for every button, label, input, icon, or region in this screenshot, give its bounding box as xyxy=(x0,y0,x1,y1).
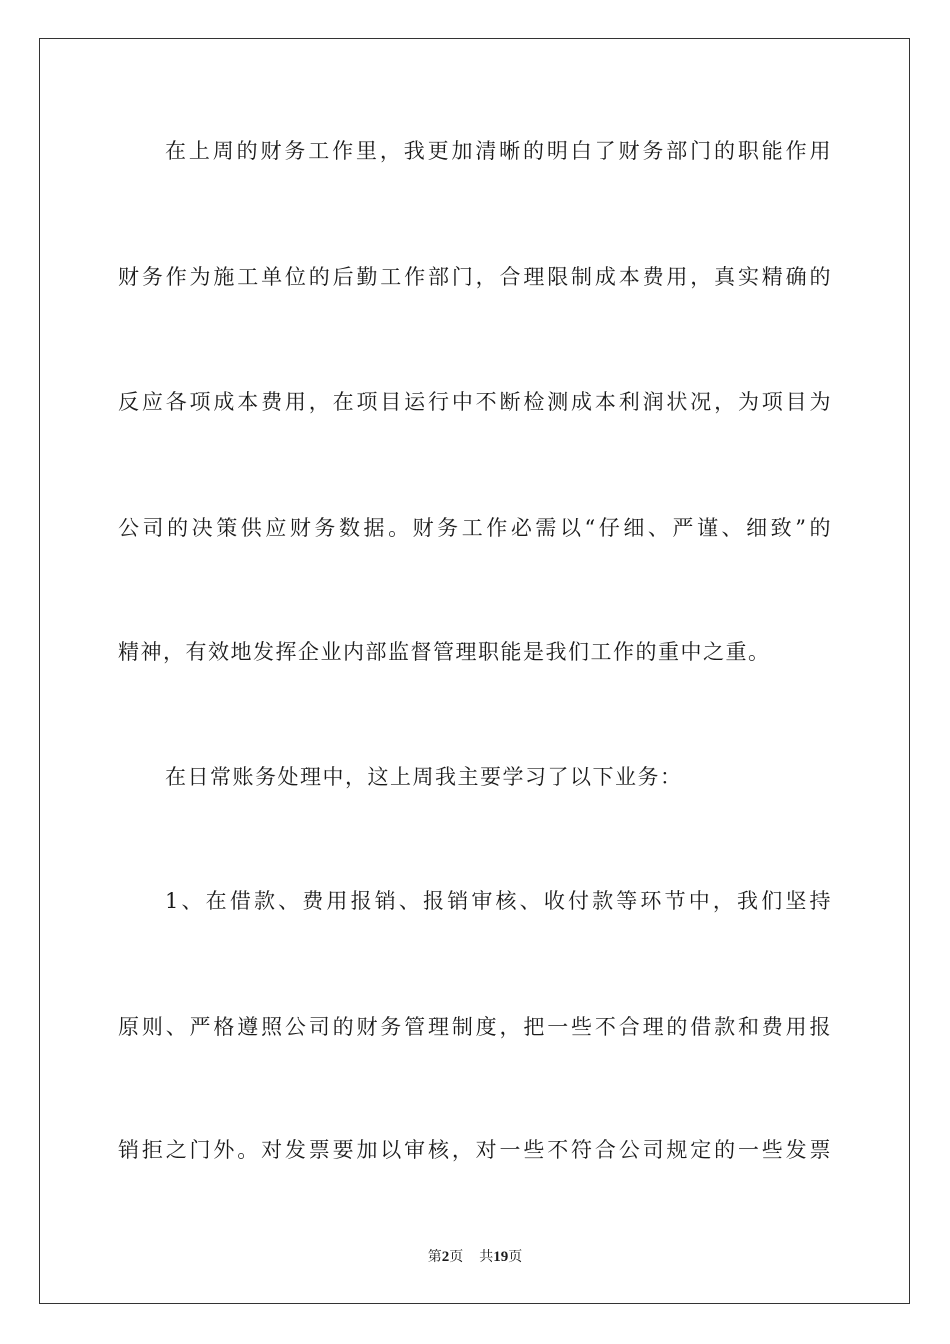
total-pages-number: 19 xyxy=(493,1249,509,1265)
page-footer xyxy=(0,1248,950,1266)
total-suffix: 页 xyxy=(508,1249,523,1265)
paragraph-line-1: 在上周的财务工作里，我更加清晰的明白了财务部门的职能作用 xyxy=(165,139,832,163)
paragraph-line-5: 精神，有效地发挥企业内部监督管理职能是我们工作的重中之重。 xyxy=(118,640,771,664)
paragraph-line-6: 在日常账务处理中，这上周我主要学习了以下业务： xyxy=(165,765,683,789)
paragraph-line-3: 反应各项成本费用，在项目运行中不断检测成本利润状况，为项目为 xyxy=(118,390,832,414)
total-prefix: 共 xyxy=(479,1249,494,1265)
paragraph-line-8: 原则、严格遵照公司的财务管理制度，把一些不合理的借款和费用报 xyxy=(118,1015,832,1039)
page-border xyxy=(39,38,910,1304)
paragraph-line-9: 销拒之门外。对发票要加以审核，对一些不符合公司规定的一些发票 xyxy=(118,1138,832,1162)
current-page-number: 2 xyxy=(441,1249,450,1265)
page-prefix: 第 xyxy=(427,1249,442,1265)
paragraph-line-2: 财务作为施工单位的后勤工作部门，合理限制成本费用，真实精确的 xyxy=(118,265,832,289)
page-suffix: 页 xyxy=(449,1249,464,1265)
paragraph-line-4: 公司的决策供应财务数据。财务工作必需以“仔细、严谨、细致”的 xyxy=(118,516,832,540)
paragraph-line-7: 1、在借款、费用报销、报销审核、收付款等环节中，我们坚持 xyxy=(165,889,832,913)
